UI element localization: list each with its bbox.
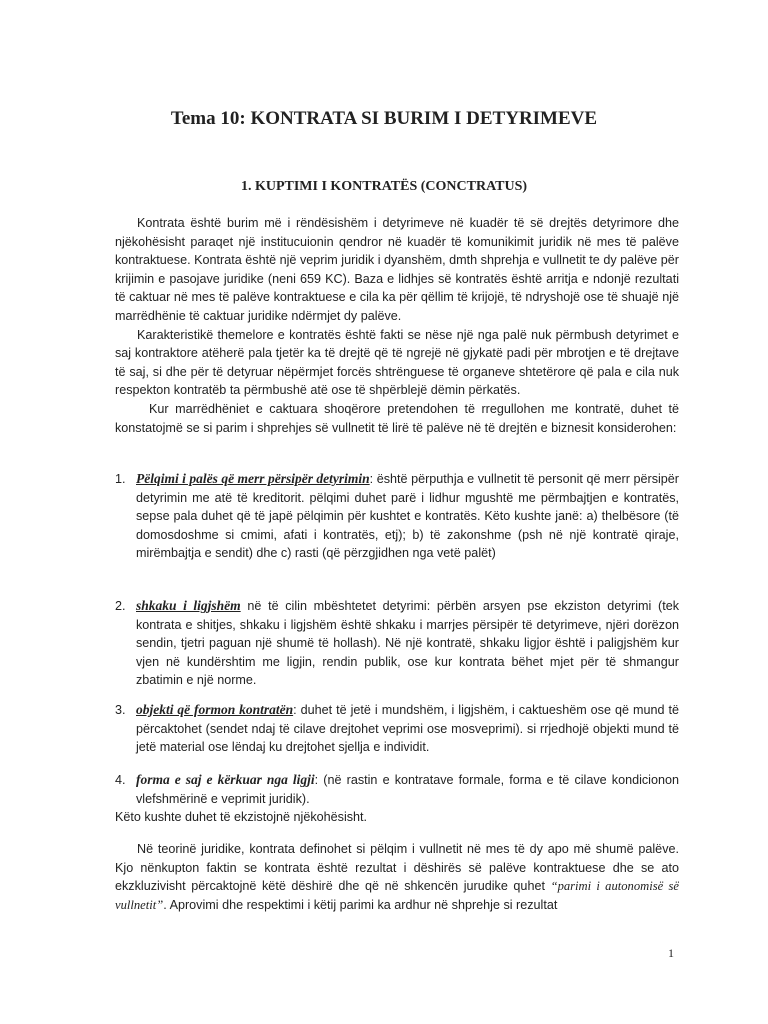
list-text: : (në rastin e kontratave formale, forma e të cilave kondicionon vlefshmërinë e veprimit juridik). xyxy=(136,773,679,806)
list-item xyxy=(115,597,679,690)
list-term: objekti që formon kontratën xyxy=(136,702,294,717)
closing-quote: “parimi i autonomisë së vullnetit” xyxy=(115,879,679,912)
list-item-body xyxy=(136,701,679,757)
intro-text xyxy=(115,214,679,437)
closing-paragraph xyxy=(115,840,679,914)
list-text: : është përputhja e vullnetit të personit që merr përsipër detyrimin me atë të kreditorit. pëlqimi duhet parë i lidhur mgushtë me përmbajtjen e kontratës, sepse pala duhet që të japë pëlqimin për kushtet e kontratës. Këto kushte janë: a) thelbësore (të domosdoshme si cmimi, afati i kontratës, etj); b) të zakonshme (psh në një kontratë qiraje, mirëmbajtja e sendit) dhe c) rasti (që përzgjidhen nga vetë palët) xyxy=(136,472,679,561)
intro-paragraph-3: Kur marrëdhëniet e caktuara shoqërore pretendohen të rregullohen me kontratë, duhet të konstatojmë se si parim i shprehjes së vullnetit të lirë të palëve në të drejtën e biznesit konsiderohen: xyxy=(115,401,679,435)
closing-text xyxy=(115,840,679,914)
list-number: 2. xyxy=(115,599,126,613)
list-text: në të cilin mbështetet detyrimi: përbën arsyen pse ekziston detyrimi (tek kontrata e shitjes, shkaku i ligjshëm është shkaku i marrjes përsipër të detyrimeve, njëri dorëzon sendin, tjetri paguan një shumë të hollash). Në një kontratë, shkaku ligjor është i paligjshëm kur vjen në kundërshtim me ligjin, rendin publik, ose kur kontrata bëhet mjet për të shmangur zbatimin e një norme. xyxy=(136,599,679,688)
section-heading: 1. KUPTIMI I KONTRATËS (CONCTRATUS) xyxy=(240,179,528,194)
list-number: 3. xyxy=(115,703,126,717)
document-title: Tema 10: KONTRATA SI BURIM I DETYRIMEVE xyxy=(170,108,598,129)
page-number: 1 xyxy=(668,946,674,960)
list-term: Pëlqimi i palës që merr përsipër detyrimin xyxy=(136,471,370,486)
closing-text-after: . Aprovimi dhe respektimi i këtij parimi ka ardhur në shprehje si rezultat xyxy=(163,897,558,912)
conditions-note: Këto kushte duhet të ekzistojnë njëkohësisht. xyxy=(115,810,368,825)
list-item xyxy=(115,771,679,827)
list-item-body xyxy=(136,470,679,563)
list-item-body xyxy=(136,771,679,808)
list-item xyxy=(115,701,679,757)
list-text: : duhet të jetë i mundshëm, i ligjshëm, i caktueshëm ose që mund të përcaktohet (sendet ndaj të cilave drejtohet veprimi ose mosveprimi). si rrjedhojë objekti mund të jetë material ose lëndaj ku drejtohet sjellja e individit. xyxy=(136,703,679,755)
list-item-body xyxy=(136,597,679,690)
list-item xyxy=(115,470,679,563)
list-term: forma e saj e kërkuar nga ligji xyxy=(136,772,315,787)
list-number: 1. xyxy=(115,472,126,486)
list-number: 4. xyxy=(115,773,126,787)
closing-text-before: Në teorinë juridike, kontrata definohet si pëlqim i vullnetit në mes të dy apo më shumë palëve. Kjo nënkupton faktin se kontrata është rezultat i dëshirës së palëve kontraktuese dhe se ato ekzkluzivisht përcaktojnë këtë dëshirë dhe që në shkencën jurudike quhet xyxy=(115,842,679,894)
intro-paragraph-1: Kontrata është burim më i rëndësishëm i detyrimeve në kuadër të së drejtës detyrimore dhe njëkohësisht paraqet një institucuionin qendror në kuadër të komunikimit juridik në mes të palëve kontraktuese. Kontrata është një veprim juridik i dyanshëm, dmth shprehja e vullnetit te dy palëve për krijimin e pasojave juridike (neni 659 KC). Baza e lidhjes së kontratës është arritja e ndonjë rezultati të caktuar në mes të palëve kontraktuese e cila ka për qëllim të krijojë, të ndryshojë ose të shuajë një marrëdhënie të caktuar juridike ndërmjet dy palëve. xyxy=(115,216,679,323)
intro-paragraph-2: Karakteristikë themelore e kontratës është fakti se nëse një nga palë nuk përmbush detyrimet e saj kontraktore atëherë pala tjetër ka të drejtë që të ngrejë në gjykatë padi për mbrotjen e të drejtave të saj, si dhe për të detyruar nëpërmjet forcës shtrënguese të organeve shtetërore që pala e cila nuk respekton kontratëb ta përmbushë atë ose të shpërblejë dëmin përkatës. xyxy=(115,327,679,398)
list-term: shkaku i ligjshëm xyxy=(136,598,241,613)
